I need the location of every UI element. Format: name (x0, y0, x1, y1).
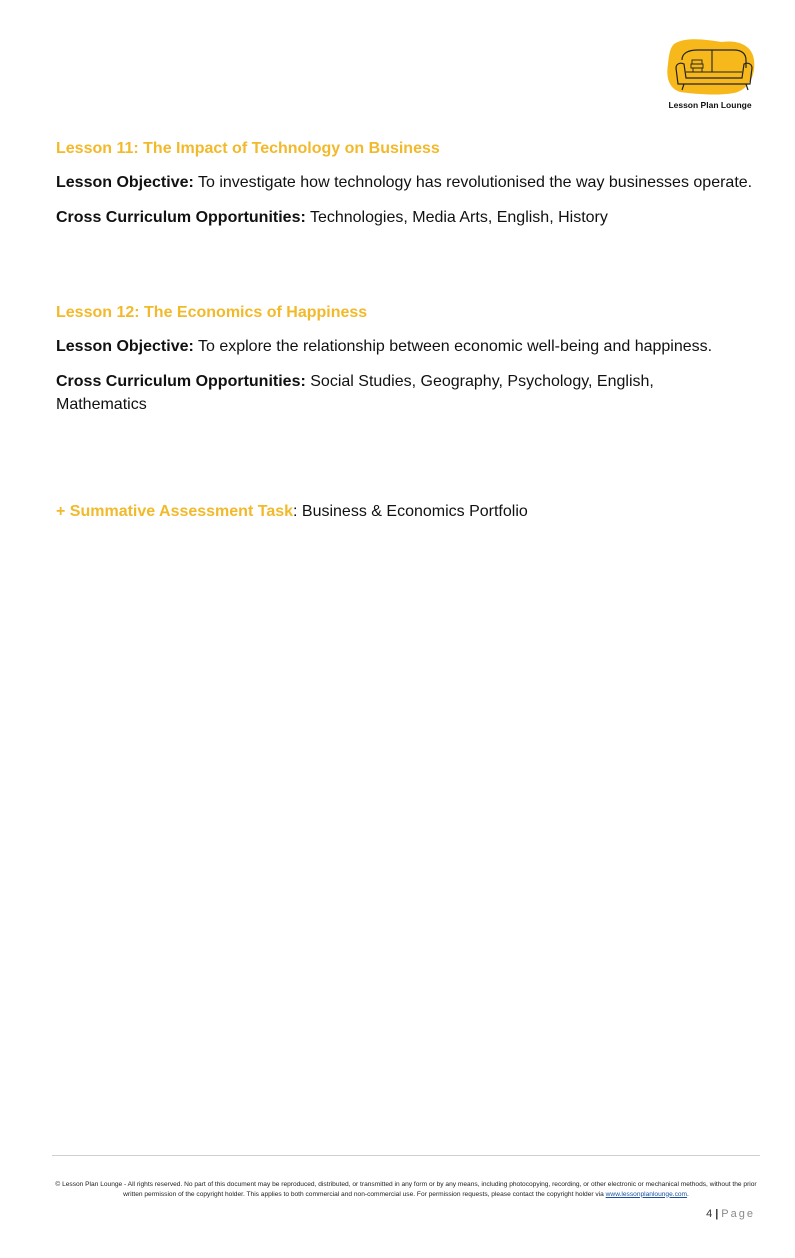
lesson-12-objective (56, 335, 766, 358)
summative-assessment (56, 501, 528, 523)
copyright-text: © Lesson Plan Lounge - All rights reserved. No part of this document may be reproduced, distributed, or transmitted in any form or by any means, including photocopying, recording, or other electronic or mechanical methods, without the prior written permission of the copyright holder. This applies to both commercial and non-commercial use. For permission requests, please contact the copyright holder via (55, 1181, 757, 1198)
logo-text: Lesson Plan Lounge (668, 100, 752, 110)
sofa-icon (664, 38, 756, 100)
page-separator: | (715, 1208, 719, 1220)
page-word: Page (721, 1208, 755, 1220)
lesson-11-objective (56, 171, 766, 194)
lesson-11-cross-curriculum (56, 206, 766, 229)
website-link[interactable]: www.lessonplanlounge.com (605, 1190, 688, 1198)
cross-curriculum-text: Social Studies, Geography, Psychology, English, Mathematics (56, 373, 654, 413)
cross-curriculum-text: Technologies, Media Arts, English, History (305, 209, 608, 226)
lesson-12-section (56, 303, 766, 416)
cross-curriculum-label: Cross Curriculum Opportunities: (56, 209, 306, 226)
page-number-value: 4 (706, 1208, 713, 1220)
cross-curriculum-label: Cross Curriculum Opportunities: (56, 373, 306, 390)
lesson-12-cross-curriculum (56, 370, 716, 416)
lesson-11-title: Lesson 11: The Impact of Technology on Business (56, 140, 440, 157)
objective-text: To explore the relationship between economic well-being and happiness. (193, 338, 713, 355)
objective-label: Lesson Objective: (56, 338, 194, 355)
copyright-end: . (687, 1190, 689, 1198)
logo (662, 38, 758, 114)
lesson-12-title: Lesson 12: The Economics of Happiness (56, 304, 368, 321)
copyright-notice (52, 1180, 760, 1199)
footer-divider (52, 1155, 760, 1156)
lesson-11-section (56, 139, 766, 229)
objective-text: To investigate how technology has revolutionised the way businesses operate. (193, 174, 753, 191)
page-number (706, 1208, 755, 1220)
summative-label: + Summative Assessment Task (56, 503, 294, 520)
summative-text: : Business & Economics Portfolio (293, 503, 528, 520)
objective-label: Lesson Objective: (56, 174, 194, 191)
